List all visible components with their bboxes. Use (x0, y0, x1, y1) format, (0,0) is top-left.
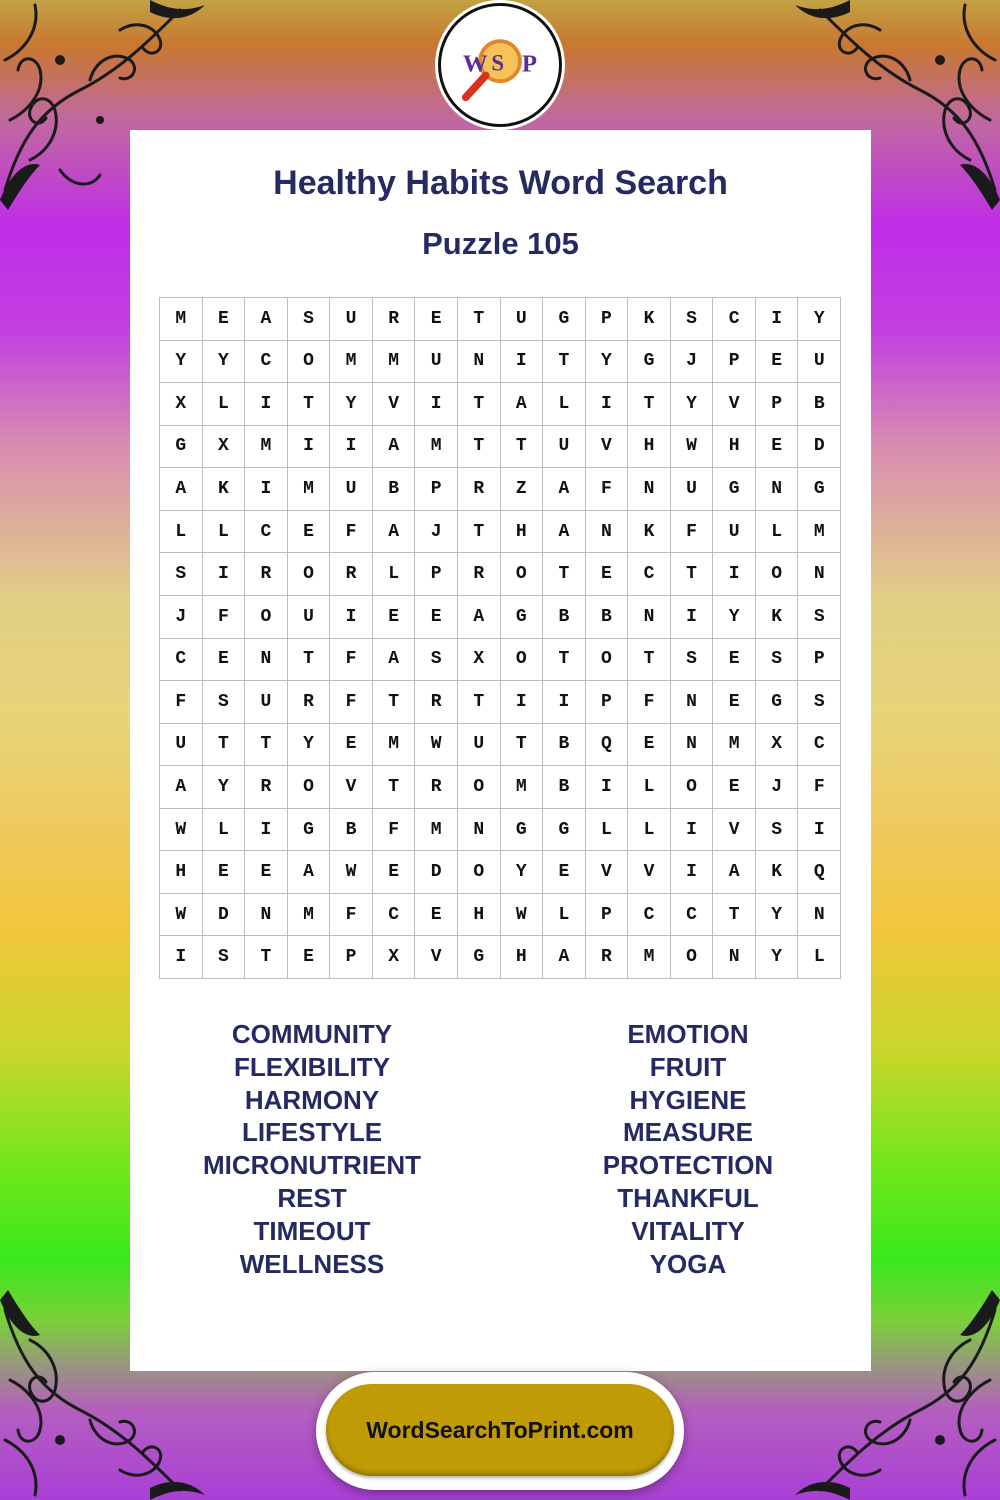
grid-cell[interactable]: B (543, 724, 586, 767)
grid-cell[interactable]: E (203, 851, 246, 894)
word-list-item: HYGIENE (629, 1084, 747, 1115)
grid-cell[interactable]: I (160, 936, 203, 979)
grid-cell[interactable]: F (330, 894, 373, 937)
grid-cell[interactable]: E (203, 639, 246, 682)
grid-cell[interactable]: U (245, 681, 288, 724)
grid-cell[interactable]: G (543, 298, 586, 341)
grid-cell[interactable]: V (330, 766, 373, 809)
grid-cell[interactable]: R (415, 681, 458, 724)
grid-cell[interactable]: S (671, 298, 714, 341)
grid-cell[interactable]: F (330, 639, 373, 682)
grid-cell[interactable]: T (458, 426, 501, 469)
grid-cell[interactable]: N (713, 936, 756, 979)
word-list-item: VITALITY (631, 1215, 745, 1246)
grid-cell[interactable]: E (713, 766, 756, 809)
grid-cell[interactable]: M (501, 766, 544, 809)
grid-cell[interactable]: J (160, 596, 203, 639)
grid-cell[interactable]: C (373, 894, 416, 937)
grid-cell[interactable]: L (160, 511, 203, 554)
grid-cell[interactable]: H (160, 851, 203, 894)
grid-cell[interactable]: U (671, 468, 714, 511)
grid-cell[interactable]: N (628, 596, 671, 639)
grid-cell[interactable]: U (501, 298, 544, 341)
grid-cell[interactable]: T (501, 426, 544, 469)
word-list-item: TIMEOUT (253, 1215, 371, 1246)
website-link-button[interactable] (316, 1372, 684, 1490)
grid-cell[interactable]: R (458, 468, 501, 511)
grid-cell[interactable]: V (586, 426, 629, 469)
grid-cell[interactable]: V (628, 851, 671, 894)
grid-cell[interactable]: P (798, 639, 841, 682)
grid-cell[interactable]: Z (501, 468, 544, 511)
grid-cell[interactable]: I (245, 468, 288, 511)
grid-cell[interactable]: I (798, 809, 841, 852)
grid-cell[interactable]: R (330, 553, 373, 596)
grid-cell[interactable]: L (543, 894, 586, 937)
grid-cell[interactable]: N (671, 724, 714, 767)
grid-cell[interactable]: C (628, 894, 671, 937)
word-list-item: EMOTION (627, 1019, 749, 1049)
grid-cell[interactable]: E (713, 639, 756, 682)
grid-cell[interactable]: G (458, 936, 501, 979)
grid-cell[interactable]: C (671, 894, 714, 937)
grid-cell[interactable]: U (160, 724, 203, 767)
grid-cell[interactable]: W (330, 851, 373, 894)
grid-cell[interactable]: S (203, 681, 246, 724)
grid-cell[interactable]: T (245, 724, 288, 767)
grid-cell[interactable]: A (501, 383, 544, 426)
grid-cell[interactable]: G (543, 809, 586, 852)
grid-cell[interactable]: A (543, 936, 586, 979)
grid-cell[interactable]: M (798, 511, 841, 554)
grid-cell[interactable]: S (671, 639, 714, 682)
magnifier-icon (466, 75, 486, 97)
grid-cell[interactable]: N (586, 511, 629, 554)
grid-cell[interactable]: R (458, 553, 501, 596)
grid-cell[interactable]: Y (501, 851, 544, 894)
grid-cell[interactable]: D (203, 894, 246, 937)
grid-cell[interactable]: T (458, 298, 501, 341)
grid-cell[interactable]: O (458, 766, 501, 809)
grid-cell[interactable]: K (628, 298, 671, 341)
grid-cell[interactable]: O (586, 639, 629, 682)
grid-cell[interactable]: K (756, 851, 799, 894)
grid-cell[interactable]: S (203, 936, 246, 979)
grid-cell[interactable]: V (713, 383, 756, 426)
grid-cell[interactable]: V (415, 936, 458, 979)
grid-cell[interactable]: D (415, 851, 458, 894)
word-list-item: YOGA (649, 1248, 727, 1279)
grid-cell[interactable]: B (543, 766, 586, 809)
grid-cell[interactable]: S (756, 809, 799, 852)
grid-cell[interactable]: F (586, 468, 629, 511)
grid-cell[interactable]: G (628, 341, 671, 384)
grid-cell[interactable]: E (543, 851, 586, 894)
word-list-item: FLEXIBILITY (234, 1051, 390, 1082)
grid-cell[interactable]: W (160, 809, 203, 852)
puzzle-number: Puzzle 105 (422, 226, 579, 261)
grid-cell[interactable]: H (713, 426, 756, 469)
grid-cell[interactable]: T (245, 936, 288, 979)
grid-cell[interactable]: W (671, 426, 714, 469)
grid-cell[interactable]: T (373, 681, 416, 724)
grid-cell[interactable]: I (586, 383, 629, 426)
grid-cell[interactable]: O (501, 553, 544, 596)
grid-cell[interactable]: A (373, 511, 416, 554)
grid-cell[interactable]: U (713, 511, 756, 554)
grid-cell[interactable]: I (245, 383, 288, 426)
grid-cell[interactable]: Y (586, 341, 629, 384)
grid-cell[interactable]: E (203, 298, 246, 341)
grid-cell[interactable]: O (288, 553, 331, 596)
grid-cell[interactable]: T (713, 894, 756, 937)
grid-cell[interactable]: R (415, 766, 458, 809)
grid-cell[interactable]: V (373, 383, 416, 426)
grid-cell[interactable]: C (245, 511, 288, 554)
grid-cell[interactable]: N (245, 639, 288, 682)
word-list-item: FRUIT (649, 1051, 727, 1082)
grid-cell[interactable]: M (288, 468, 331, 511)
grid-cell[interactable]: L (203, 809, 246, 852)
word-list-right (518, 1018, 858, 1280)
grid-cell[interactable]: G (798, 468, 841, 511)
word-list-item: REST (277, 1182, 347, 1213)
grid-cell[interactable]: T (671, 553, 714, 596)
grid-cell[interactable]: Y (203, 766, 246, 809)
grid-cell[interactable]: E (415, 894, 458, 937)
grid-cell[interactable]: I (330, 426, 373, 469)
word-list-item: PROTECTION (602, 1150, 774, 1181)
grid-cell[interactable]: I (671, 596, 714, 639)
grid-cell[interactable]: U (330, 298, 373, 341)
grid-cell[interactable]: P (415, 553, 458, 596)
grid-cell[interactable]: U (415, 341, 458, 384)
grid-cell[interactable]: F (330, 511, 373, 554)
grid-cell[interactable]: P (713, 341, 756, 384)
grid-cell[interactable]: Y (160, 341, 203, 384)
grid-cell[interactable]: M (373, 724, 416, 767)
grid-cell[interactable]: O (671, 766, 714, 809)
grid-cell[interactable]: L (586, 809, 629, 852)
grid-cell[interactable]: T (628, 383, 671, 426)
grid-cell[interactable]: X (160, 383, 203, 426)
grid-cell[interactable]: X (458, 639, 501, 682)
grid-cell[interactable]: W (415, 724, 458, 767)
grid-cell[interactable]: O (756, 553, 799, 596)
grid-cell[interactable]: U (798, 341, 841, 384)
grid-cell[interactable]: U (458, 724, 501, 767)
logo-letter-w: W (462, 50, 488, 78)
grid-cell[interactable]: O (245, 596, 288, 639)
grid-cell[interactable]: M (373, 341, 416, 384)
grid-cell[interactable]: B (586, 596, 629, 639)
grid-cell[interactable]: M (330, 341, 373, 384)
grid-cell[interactable]: L (543, 383, 586, 426)
grid-cell[interactable]: M (245, 426, 288, 469)
grid-cell[interactable]: I (501, 341, 544, 384)
grid-cell[interactable]: R (586, 936, 629, 979)
grid-cell[interactable]: E (245, 851, 288, 894)
grid-cell[interactable]: P (586, 298, 629, 341)
grid-cell[interactable]: T (458, 681, 501, 724)
grid-cell[interactable]: E (373, 596, 416, 639)
grid-cell[interactable]: M (415, 809, 458, 852)
grid-cell[interactable]: Y (798, 298, 841, 341)
letter-grid (159, 297, 841, 979)
word-list-item: MICRONUTRIENT (202, 1150, 422, 1181)
grid-cell[interactable]: F (203, 596, 246, 639)
grid-cell[interactable]: J (415, 511, 458, 554)
grid-cell[interactable]: Y (330, 383, 373, 426)
grid-cell[interactable]: C (245, 341, 288, 384)
grid-cell[interactable]: I (586, 766, 629, 809)
grid-cell[interactable]: F (798, 766, 841, 809)
grid-cell[interactable]: P (330, 936, 373, 979)
grid-cell[interactable]: F (373, 809, 416, 852)
grid-cell[interactable]: Y (203, 341, 246, 384)
grid-cell[interactable]: J (671, 341, 714, 384)
grid-cell[interactable]: E (330, 724, 373, 767)
grid-cell[interactable]: G (501, 809, 544, 852)
grid-cell[interactable]: L (798, 936, 841, 979)
grid-cell[interactable]: I (330, 596, 373, 639)
grid-cell[interactable]: I (671, 851, 714, 894)
grid-cell[interactable]: X (756, 724, 799, 767)
grid-cell[interactable]: S (798, 596, 841, 639)
grid-cell[interactable]: B (373, 468, 416, 511)
grid-cell[interactable]: W (160, 894, 203, 937)
grid-cell[interactable]: C (160, 639, 203, 682)
grid-cell[interactable]: I (543, 681, 586, 724)
grid-cell[interactable]: I (671, 809, 714, 852)
grid-cell[interactable]: M (628, 936, 671, 979)
grid-cell[interactable]: E (415, 596, 458, 639)
grid-cell[interactable]: T (203, 724, 246, 767)
grid-cell[interactable]: A (543, 511, 586, 554)
grid-cell[interactable]: P (586, 894, 629, 937)
grid-cell[interactable]: S (288, 298, 331, 341)
grid-cell[interactable]: I (245, 809, 288, 852)
grid-cell[interactable]: M (713, 724, 756, 767)
grid-cell[interactable]: T (628, 639, 671, 682)
grid-cell[interactable]: A (713, 851, 756, 894)
website-link-label[interactable]: WordSearchToPrint.com (326, 1384, 674, 1476)
grid-cell[interactable]: T (458, 383, 501, 426)
grid-cell[interactable]: F (671, 511, 714, 554)
word-list-item: COMMUNITY (231, 1019, 393, 1049)
grid-cell[interactable]: T (543, 341, 586, 384)
grid-cell[interactable]: C (628, 553, 671, 596)
grid-cell[interactable]: M (288, 894, 331, 937)
grid-cell[interactable]: X (373, 936, 416, 979)
grid-cell[interactable]: M (160, 298, 203, 341)
grid-cell[interactable]: I (501, 681, 544, 724)
grid-cell[interactable]: H (501, 936, 544, 979)
logo-letter-s: S (491, 50, 505, 76)
word-list-item: MEASURE (622, 1117, 753, 1148)
grid-cell[interactable]: N (458, 809, 501, 852)
grid-cell[interactable]: Y (671, 383, 714, 426)
grid-cell[interactable]: N (245, 894, 288, 937)
grid-cell[interactable]: L (756, 511, 799, 554)
grid-cell[interactable]: O (671, 936, 714, 979)
grid-cell[interactable]: G (756, 681, 799, 724)
grid-cell[interactable]: T (458, 511, 501, 554)
grid-cell[interactable]: W (501, 894, 544, 937)
grid-cell[interactable]: V (713, 809, 756, 852)
grid-cell[interactable]: F (628, 681, 671, 724)
grid-cell[interactable]: R (373, 298, 416, 341)
grid-cell[interactable]: G (160, 426, 203, 469)
grid-cell[interactable]: H (628, 426, 671, 469)
word-list-item: THANKFUL (617, 1182, 759, 1213)
grid-cell[interactable]: N (798, 553, 841, 596)
grid-cell[interactable]: H (501, 511, 544, 554)
grid-cell[interactable]: G (288, 809, 331, 852)
grid-cell[interactable]: E (713, 681, 756, 724)
grid-cell[interactable]: S (756, 639, 799, 682)
grid-cell[interactable]: V (586, 851, 629, 894)
grid-cell[interactable]: E (756, 341, 799, 384)
word-list-item: HARMONY (244, 1084, 380, 1115)
grid-cell[interactable]: D (798, 426, 841, 469)
grid-cell[interactable]: A (543, 468, 586, 511)
grid-cell[interactable]: A (245, 298, 288, 341)
grid-cell[interactable]: I (288, 426, 331, 469)
grid-cell[interactable]: T (288, 383, 331, 426)
word-list-item: WELLNESS (239, 1248, 385, 1279)
grid-cell[interactable]: R (245, 766, 288, 809)
grid-cell[interactable]: O (458, 851, 501, 894)
grid-cell[interactable]: K (628, 511, 671, 554)
grid-cell[interactable]: A (160, 468, 203, 511)
grid-cell[interactable]: T (501, 724, 544, 767)
grid-cell[interactable]: E (756, 426, 799, 469)
grid-cell[interactable]: Q (586, 724, 629, 767)
grid-cell[interactable]: I (713, 553, 756, 596)
grid-cell[interactable]: R (288, 681, 331, 724)
grid-cell[interactable]: C (713, 298, 756, 341)
wsp-logo (438, 3, 562, 127)
grid-cell[interactable]: E (288, 511, 331, 554)
grid-cell[interactable]: Y (756, 894, 799, 937)
grid-cell[interactable]: Y (713, 596, 756, 639)
grid-cell[interactable]: B (798, 383, 841, 426)
grid-cell[interactable]: S (415, 639, 458, 682)
grid-cell[interactable]: N (628, 468, 671, 511)
page-title: Healthy Habits Word Search (273, 164, 728, 202)
grid-cell[interactable]: I (756, 298, 799, 341)
grid-cell[interactable]: J (756, 766, 799, 809)
grid-cell[interactable]: B (330, 809, 373, 852)
grid-cell[interactable]: C (798, 724, 841, 767)
grid-cell[interactable]: E (373, 851, 416, 894)
grid-cell[interactable]: T (543, 639, 586, 682)
grid-cell[interactable]: E (628, 724, 671, 767)
grid-cell[interactable]: U (288, 596, 331, 639)
grid-cell[interactable]: A (373, 639, 416, 682)
grid-cell[interactable]: P (586, 681, 629, 724)
grid-cell[interactable]: O (288, 766, 331, 809)
grid-cell[interactable]: A (288, 851, 331, 894)
grid-cell[interactable]: P (415, 468, 458, 511)
grid-cell[interactable]: S (160, 553, 203, 596)
grid-cell[interactable]: F (160, 681, 203, 724)
grid-cell[interactable]: R (245, 553, 288, 596)
grid-cell[interactable]: Y (756, 936, 799, 979)
grid-cell[interactable]: H (458, 894, 501, 937)
grid-cell[interactable]: S (798, 681, 841, 724)
grid-cell[interactable]: N (458, 341, 501, 384)
grid-cell[interactable]: M (415, 426, 458, 469)
logo-letter-p: P (521, 50, 537, 78)
grid-cell[interactable]: T (288, 639, 331, 682)
grid-cell[interactable]: A (160, 766, 203, 809)
grid-cell[interactable]: N (671, 681, 714, 724)
grid-cell[interactable]: P (756, 383, 799, 426)
grid-cell[interactable]: K (203, 468, 246, 511)
grid-cell[interactable]: E (288, 936, 331, 979)
grid-cell[interactable]: I (415, 383, 458, 426)
grid-cell[interactable]: L (203, 511, 246, 554)
grid-cell[interactable]: E (415, 298, 458, 341)
grid-cell[interactable]: N (756, 468, 799, 511)
grid-cell[interactable]: L (628, 766, 671, 809)
grid-cell[interactable]: N (798, 894, 841, 937)
grid-cell[interactable]: G (713, 468, 756, 511)
grid-cell[interactable]: L (373, 553, 416, 596)
grid-cell[interactable]: U (330, 468, 373, 511)
grid-cell[interactable]: O (288, 341, 331, 384)
grid-cell[interactable]: U (543, 426, 586, 469)
puzzle-card (130, 130, 871, 1371)
word-list-item: LIFESTYLE (241, 1117, 383, 1148)
grid-cell[interactable]: A (373, 426, 416, 469)
grid-cell[interactable]: K (756, 596, 799, 639)
grid-cell[interactable]: B (543, 596, 586, 639)
grid-cell[interactable]: G (501, 596, 544, 639)
grid-cell[interactable]: L (203, 383, 246, 426)
grid-cell[interactable]: X (203, 426, 246, 469)
grid-cell[interactable]: T (543, 553, 586, 596)
grid-cell[interactable]: Y (288, 724, 331, 767)
grid-cell[interactable]: I (203, 553, 246, 596)
grid-cell[interactable]: F (330, 681, 373, 724)
grid-cell[interactable]: A (458, 596, 501, 639)
grid-cell[interactable]: T (373, 766, 416, 809)
grid-cell[interactable]: Q (798, 851, 841, 894)
word-list-left (142, 1018, 482, 1280)
grid-cell[interactable]: L (628, 809, 671, 852)
grid-cell[interactable]: O (501, 639, 544, 682)
grid-cell[interactable]: E (586, 553, 629, 596)
